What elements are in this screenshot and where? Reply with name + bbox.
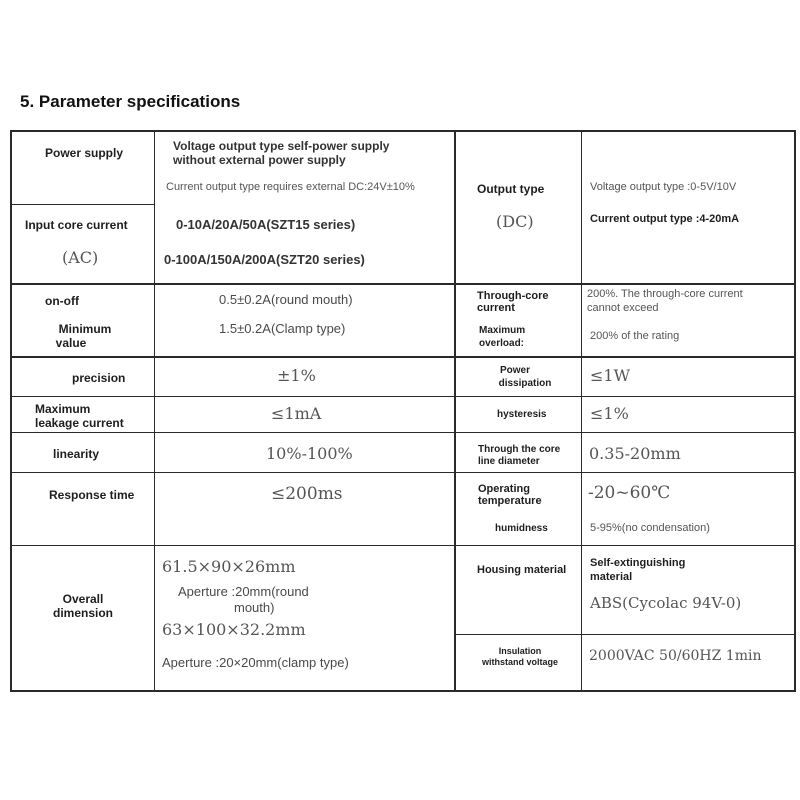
label-insulation-line2: withstand voltage [481,657,558,667]
label-hysteresis: hysteresis [497,409,547,420]
row-divider [454,432,796,433]
label-through-core-line2: current [477,302,515,314]
column-divider [154,130,155,692]
label-core-diameter-line1: Through the core [478,444,561,455]
value-response-time: ≤200ms [271,484,343,504]
row-divider [10,545,454,546]
label-overall-dimension-line2: dimension [52,606,113,620]
value-core-diameter: 0.35-20mm [589,444,681,463]
label-overall-dimension-line1: Overall [62,592,104,606]
row-divider [454,283,796,285]
row-divider [10,432,454,433]
value-output-voltage: Voltage output type :0-5V/10V [590,181,737,193]
row-divider [10,204,154,205]
value-through-core-line2: cannot exceed [587,302,659,314]
label-power-dissipation-line2: dissipation [498,378,552,389]
label-operating-temp-line1: Operating [478,483,530,495]
label-output-type: Output type [477,182,545,196]
row-divider [10,356,454,358]
value-dimension-1: 61.5×90×26mm [162,557,296,576]
row-divider [454,634,796,635]
label-on-off: on-off [45,294,79,308]
row-divider [454,545,796,546]
label-input-core-current-ac: (AC) [62,248,99,267]
table-border-top [10,130,796,132]
value-housing-line3: ABS(Cycolac 94V-0) [590,594,742,612]
label-max-leakage-line2: leakage current [35,416,124,430]
label-output-type-dc: (DC) [496,212,534,231]
label-linearity: linearity [53,447,100,461]
row-divider [10,283,454,285]
column-divider [454,130,456,692]
row-divider [10,396,454,397]
label-minimum-line1: Minimum [58,322,112,336]
label-through-core-line1: Through-core [477,290,549,302]
value-precision: ±1% [277,366,316,385]
value-housing-line2: material [590,571,633,583]
label-humidness: humidness [495,523,548,534]
column-divider [581,130,582,692]
value-power-supply-note: Current output type requires external DC:24V±10% [166,181,415,193]
value-power-supply-line1: Voltage output type self-power supply [173,139,390,153]
label-core-diameter-line2: line diameter [478,456,540,467]
value-housing-line1: Self-extinguishing [590,557,686,569]
row-divider [454,356,796,358]
value-aperture-1-line2: mouth) [234,600,275,615]
value-max-overload: 200% of the rating [590,330,680,342]
value-power-supply-line2: without external power supply [173,153,346,167]
value-on-off: 0.5±0.2A(round mouth) [219,292,353,307]
label-minimum-line2: value [55,336,87,350]
value-hysteresis: ≤1% [590,404,629,423]
table-border-left [10,130,12,692]
value-output-current: Current output type :4-20mA [590,213,740,225]
value-linearity: 10%-100% [266,444,353,463]
value-input-core-current-line2: 0-100A/150A/200A(SZT20 series) [164,252,365,267]
value-minimum: 1.5±0.2A(Clamp type) [219,321,346,336]
label-max-overload-line1: Maximum [479,325,526,336]
label-max-leakage-line1: Maximum [35,402,91,416]
label-precision: precision [72,371,126,385]
label-operating-temp-line2: temperature [478,495,542,507]
value-aperture-2: Aperture :20×20mm(clamp type) [162,655,349,670]
label-max-overload-line2: overload: [479,338,525,349]
row-divider [454,472,796,473]
label-housing-material: Housing material [477,564,567,576]
label-power-dissipation-line1: Power [499,365,530,376]
table-border-bottom [10,690,796,692]
table-border-right [794,130,796,692]
label-power-supply: Power supply [45,146,124,160]
label-input-core-current: Input core current [25,218,128,232]
value-operating-temp: -20~60℃ [588,483,671,503]
value-through-core-line1: 200%. The through-core current [587,288,743,300]
section-heading: 5. Parameter specifications [20,92,241,111]
label-response-time: Response time [49,488,135,502]
value-humidness: 5-95%(no condensation) [590,522,710,534]
value-dimension-2: 63×100×32.2mm [162,620,306,639]
value-insulation: 2000VAC 50/60HZ 1min [589,648,762,664]
row-divider [454,396,796,397]
value-aperture-1-line1: Aperture :20mm(round [178,584,309,599]
value-max-leakage: ≤1mA [271,404,322,423]
value-input-core-current-line1: 0-10A/20A/50A(SZT15 series) [176,217,356,232]
label-insulation-line1: Insulation [498,646,542,656]
value-power-dissipation: ≤1W [590,366,631,385]
row-divider [10,472,454,473]
